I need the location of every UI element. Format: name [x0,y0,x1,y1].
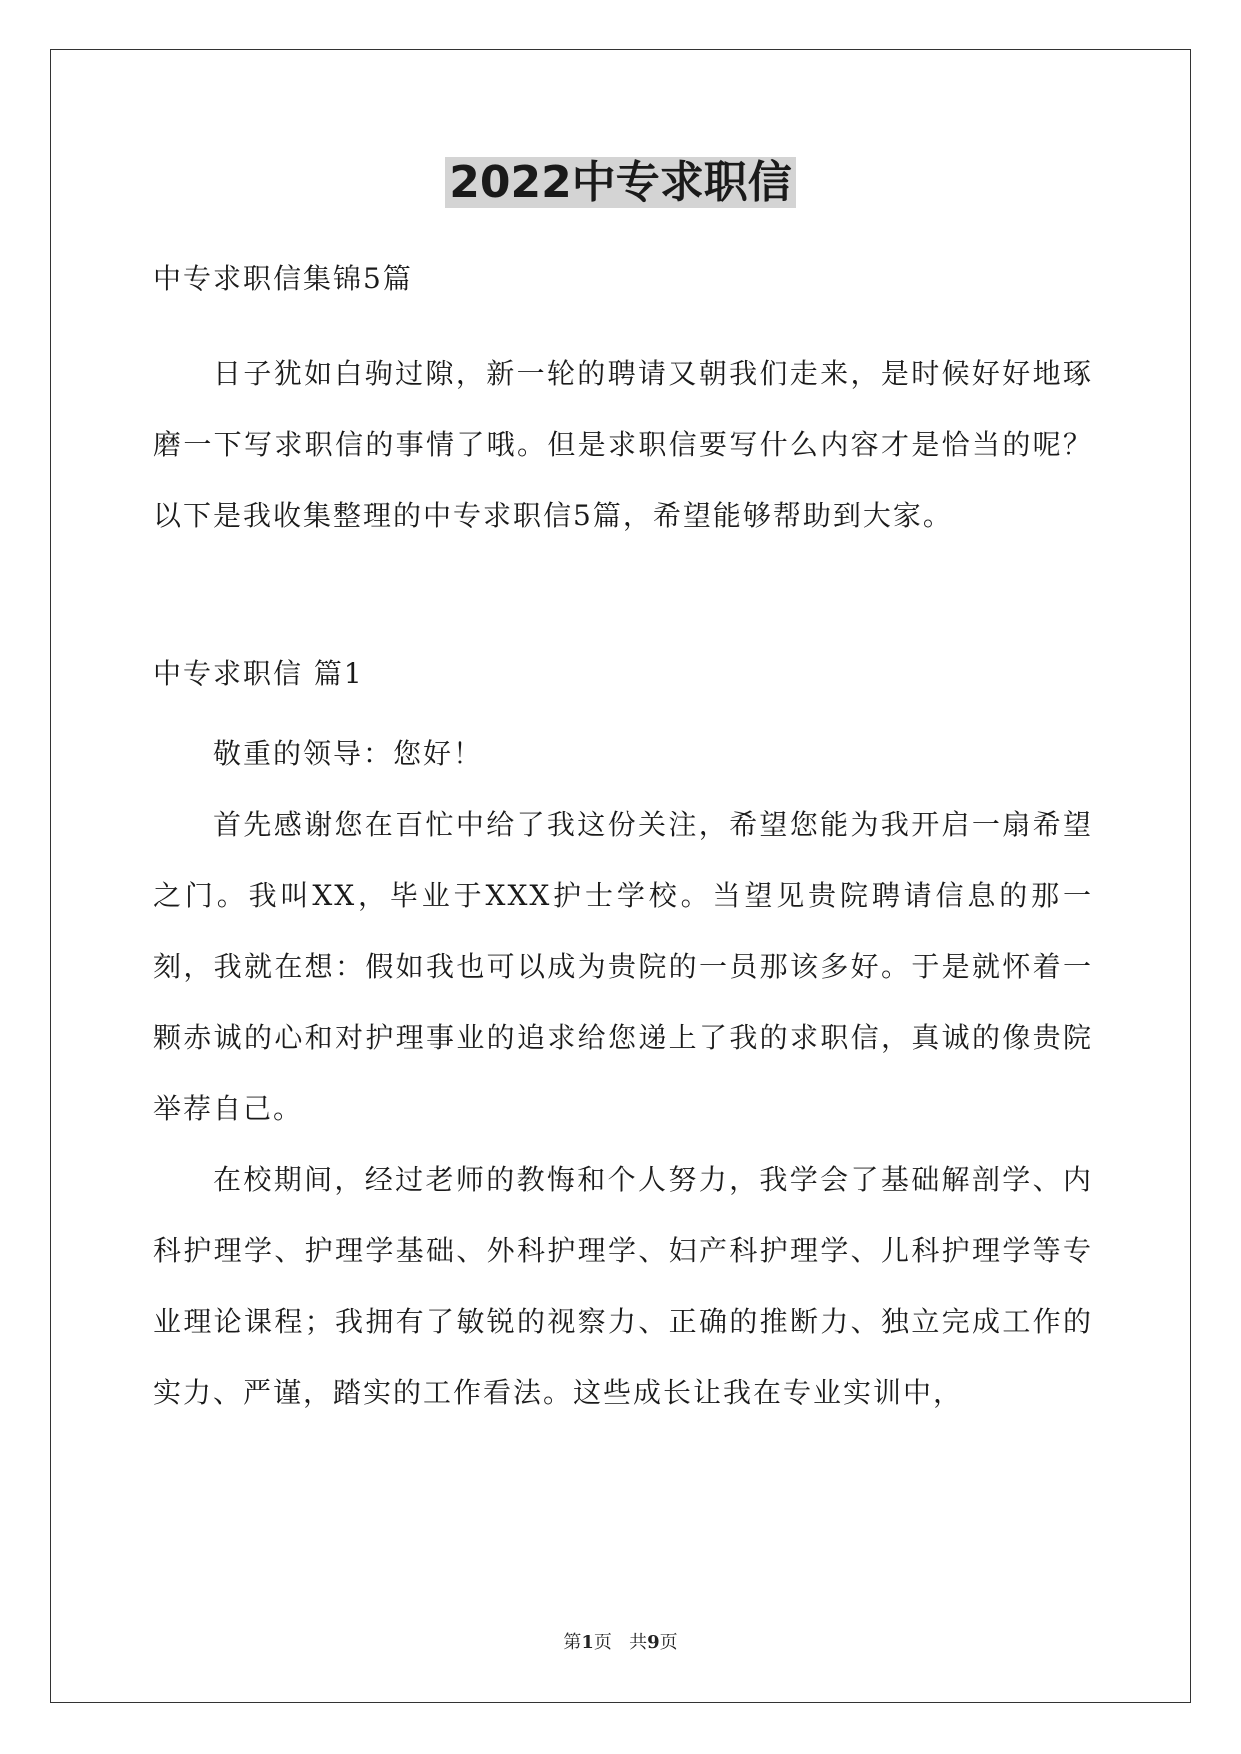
salutation: 敬重的领导：您好！ [213,737,484,770]
footer-prefix: 第 [563,1632,582,1653]
body-paragraph-2: 在校期间，经过老师的教悔和个人努力，我学会了基础解剖学、内科护理学、护理学基础、外科护理学、妇产科护理学、儿科护理学等专业理论课程；我拥有了敏锐的视察力、正确的推断力、独立完成工作的实力、严谨，踏实的工作看法。这些成长让我在专业实训中， [153,1163,1093,1409]
document-subtitle: 中专求职信集锦5篇 [153,262,413,295]
body-paragraph-1: 首先感谢您在百忙中给了我这份关注，希望您能为我开启一扇希望之门。我叫XX，毕业于XXX护士学校。当望见贵院聘请信息的那一刻，我就在想：假如我也可以成为贵院的一员那该多好。于是就怀着一颗赤诚的心和对护理事业的追求给您递上了我的求职信，真诚的像贵院举荐自己。 [153,808,1093,1125]
document-title [0,155,1241,211]
footer-middle: 页 共 [593,1632,648,1653]
spacer [153,319,1093,338]
spacer [153,551,1093,649]
current-page-number: 1 [581,1632,594,1653]
intro-paragraph: 日子犹如白驹过隙，新一轮的聘请又朝我们走来，是时候好好地琢磨一下写求职信的事情了哦。但是求职信要写什么内容才是恰当的呢？以下是我收集整理的中专求职信5篇，希望能够帮助到大家。 [153,357,1093,532]
section-heading: 中专求职信 篇1 [153,657,364,690]
document-body [153,238,1093,1428]
footer-suffix: 页 [659,1632,678,1653]
page-footer [0,1628,1241,1654]
spacer [153,699,1093,718]
total-pages-number: 9 [647,1632,660,1653]
document-title-text: 2022中专求职信 [445,157,795,208]
